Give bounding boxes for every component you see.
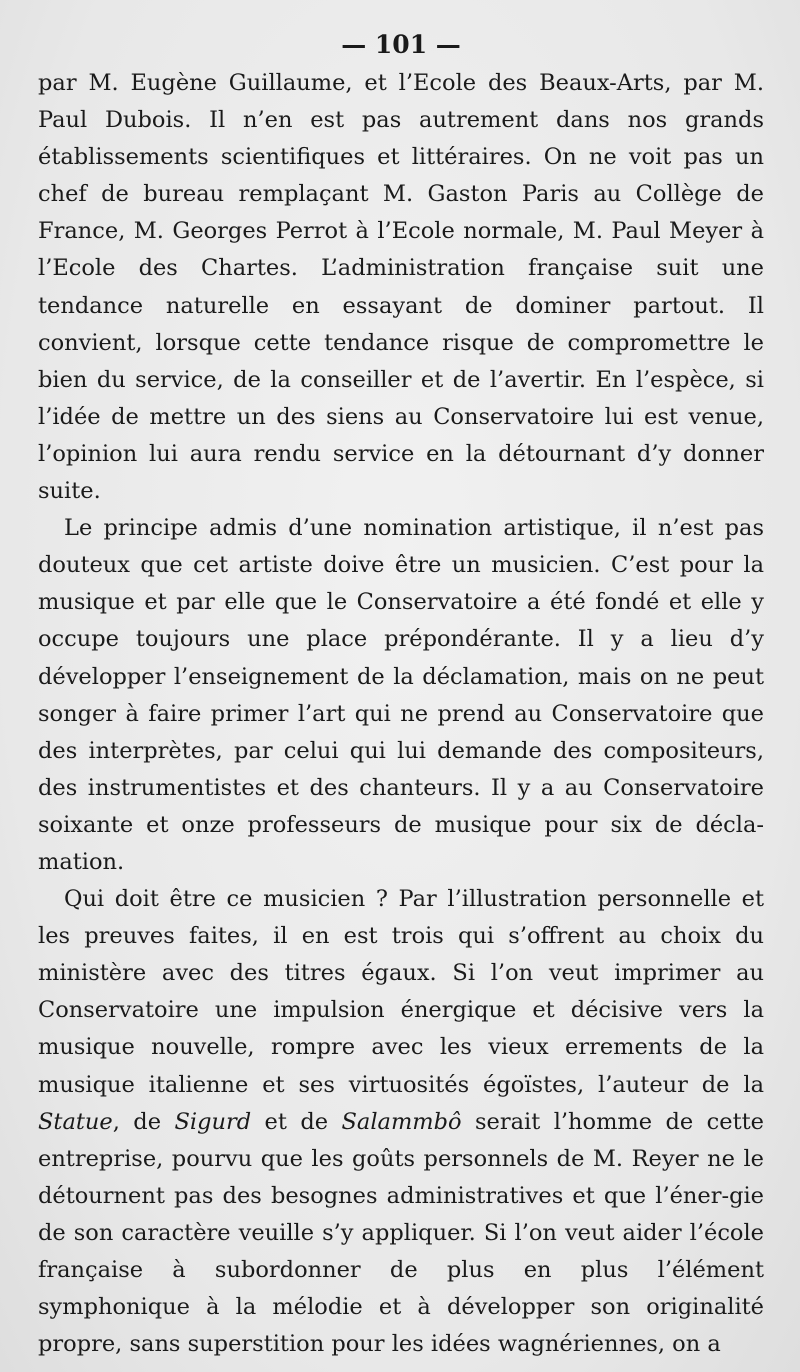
text-run: par M. Eugène Guillaume, et l’Ecole des Beaux-Arts, par M. Paul Dubois. Il n’en est pas autrement dans nos grands établissements scientifiques et littéraires. On ne voit pas un chef de bureau remplaçant M. Gaston Paris au Collège de France, M. Georges Perrot à l’Ecole normale, M. Paul Meyer à l’Ecole des Chartes. L’administration française suit une tendance naturelle en essayant de dominer partout. Il convient, lorsque cette tendance risque de compromettre le bien du service, de la conseiller et de l’avertir. En l’espèce, si l’idée de mettre un des siens au Conservatoire lui est venue, l’opinion lui aura rendu service en la détournant d’y donner suite. [38, 70, 764, 505]
paragraph [38, 65, 764, 510]
paragraph [38, 881, 764, 1363]
italic-title: Salammbô [341, 1108, 462, 1135]
paragraph [38, 510, 764, 881]
italic-title: Sigurd [174, 1108, 252, 1135]
page-number: — 101 — [341, 30, 461, 59]
text-run: Le principe admis d’une nomination artistique, il n’est pas douteux que cet artiste doive être un musicien. C’est pour la musique et par elle que le Conservatoire a été fondé et elle y occupe toujours une place prépondérante. Il y a lieu d’y développer l’enseignement de la déclamation, mais on ne peut songer à faire primer l’art qui ne prend au Conservatoire que des interprètes, par celui qui lui demande des compositeurs, des instrumentistes et des chanteurs. Il y a au Conservatoire soixante et onze professeurs de musique pour six de décla-mation. [38, 515, 764, 875]
text-run: et de [251, 1108, 342, 1135]
text-run: serait l’homme de cette entreprise, pourvu que les goûts personnels de M. Reyer ne le détournent pas des besognes administratives et que l’éner-gie de son caractère veuille s’y appliquer. Si l’on veut aider l’école française à subordonner de plus en plus l’élément symphonique à la mélodie et à développer son originalité propre, sans superstition pour les idées wagnériennes, on a [38, 1108, 764, 1358]
text-run: Qui doit être ce musicien ? Par l’illustration personnelle et les preuves faites, il en est trois qui s’offrent au choix du ministère avec des titres égaux. Si l’on veut imprimer au Conservatoire une impulsion énergique et décisive vers la musique nouvelle, rompre avec les vieux errements de la musique italienne et ses virtuosités égoïstes, l’auteur de la [38, 886, 764, 1098]
italic-title: Statue [38, 1108, 113, 1135]
body-text [38, 65, 764, 1363]
text-run: , de [112, 1108, 175, 1135]
